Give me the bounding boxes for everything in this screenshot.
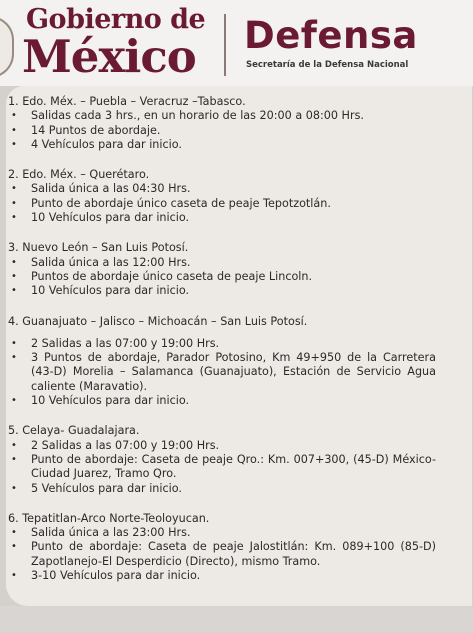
bullet-icon: • xyxy=(11,352,17,364)
route-section xyxy=(8,241,436,298)
route-detail-text: 10 Vehículos para dar inicio. xyxy=(31,394,190,408)
route-detail xyxy=(8,138,436,152)
bullet-icon: • xyxy=(11,270,17,282)
route-heading: 4. Guanajuato – Jalisco – Michoacán – San Luis Potosí. xyxy=(8,314,308,328)
route-detail xyxy=(8,284,436,298)
route-heading: 2. Edo. Méx. – Querétaro. xyxy=(8,168,150,182)
logo-divider xyxy=(224,14,226,76)
route-detail-text: 3 Puntos de abordaje, Parador Potosino, Km 49+950 de la Carretera (43-D) Morelia – Salamanca (Guanajuato), Estación de Servicio Agua caliente (Maravatio). xyxy=(31,351,436,393)
routes-list xyxy=(8,95,436,599)
route-detail xyxy=(8,482,436,496)
bullet-icon: • xyxy=(11,183,17,195)
route-detail-text: 2 Salidas a las 07:00 y 19:00 Hrs. xyxy=(31,336,220,350)
route-detail xyxy=(8,439,436,453)
route-heading: 5. Celaya- Guadalajara. xyxy=(8,424,140,438)
route-section xyxy=(8,95,436,152)
header xyxy=(0,0,473,86)
route-detail-text: Punto de abordaje: Caseta de peaje Qro.: Km. 007+300, (45-D) México- Ciudad Juarez, Tramo Qro. xyxy=(31,452,436,481)
route-detail xyxy=(8,124,436,138)
route-detail-text: Puntos de abordaje único caseta de peaje Lincoln. xyxy=(31,269,313,283)
route-detail xyxy=(8,569,436,583)
bullet-icon: • xyxy=(11,453,17,465)
route-detail xyxy=(8,526,436,540)
bullet-icon: • xyxy=(11,570,17,582)
defensa-logo-subtitle: Secretaría de la Defensa Nacional xyxy=(246,60,409,70)
route-detail xyxy=(8,197,436,211)
bullet-icon: • xyxy=(11,395,17,407)
bullet-icon: • xyxy=(11,527,17,539)
route-detail-text: Salida única a las 04:30 Hrs. xyxy=(31,182,191,196)
route-detail xyxy=(8,453,436,482)
route-heading: 6. Tepatitlan-Arco Norte-Teoloyucan. xyxy=(8,511,210,525)
route-heading: 3. Nuevo León – San Luis Potosí. xyxy=(8,241,189,255)
route-detail-text: Punto de abordaje único caseta de peaje Tepotzotlán. xyxy=(31,196,331,210)
bullet-icon: • xyxy=(11,439,17,451)
route-detail-text: 14 Puntos de abordaje. xyxy=(31,123,161,137)
route-detail xyxy=(8,256,436,270)
route-detail-text: Salidas cada 3 hrs., en un horario de las 20:00 a 08:00 Hrs. xyxy=(31,109,364,123)
route-detail-text: 5 Vehículos para dar inicio. xyxy=(31,481,182,495)
bullet-icon: • xyxy=(11,124,17,136)
route-detail xyxy=(8,351,436,394)
route-detail xyxy=(8,109,436,123)
route-detail xyxy=(8,211,436,225)
route-detail xyxy=(8,394,436,408)
route-detail-text: Punto de abordaje: Caseta de peaje Jalostitlán: Km. 089+100 (85-D) Zapotlanejo-El Desperdicio (Directo), mismo Tramo. xyxy=(31,540,436,568)
bullet-icon: • xyxy=(11,285,17,297)
route-detail-text: 10 Vehículos para dar inicio. xyxy=(31,211,190,225)
route-detail-text: Salida única a las 12:00 Hrs. xyxy=(31,255,191,269)
gobierno-logo-line1: Gobierno de xyxy=(26,4,206,35)
bullet-icon: • xyxy=(11,197,17,209)
defensa-logo-title: Defensa xyxy=(244,14,418,57)
route-detail xyxy=(8,337,436,351)
route-section xyxy=(8,315,436,409)
route-detail-text: 3-10 Vehículos para dar inicio. xyxy=(31,569,201,583)
route-section xyxy=(8,168,436,225)
route-detail-text: 4 Vehículos para dar inicio. xyxy=(31,137,182,151)
bullet-icon: • xyxy=(11,138,17,150)
route-detail xyxy=(8,182,436,196)
page-bottom-band xyxy=(0,606,473,633)
route-detail-text: Salida única a las 23:00 Hrs. xyxy=(31,526,191,540)
bullet-icon: • xyxy=(11,110,17,122)
route-heading: 1. Edo. Méx. – Puebla – Veracruz –Tabasco. xyxy=(8,95,246,108)
route-section xyxy=(8,424,436,495)
bullet-icon: • xyxy=(11,337,17,349)
national-seal-icon xyxy=(0,16,14,78)
bullet-icon: • xyxy=(11,212,17,224)
route-detail-text: 2 Salidas a las 07:00 y 19:00 Hrs. xyxy=(31,438,220,452)
route-detail xyxy=(8,540,436,569)
bullet-icon: • xyxy=(11,482,17,494)
route-detail xyxy=(8,270,436,284)
route-detail-text: 10 Vehículos para dar inicio. xyxy=(31,284,190,298)
gobierno-logo-line2: México xyxy=(22,30,196,83)
bullet-icon: • xyxy=(11,256,17,268)
bullet-icon: • xyxy=(11,541,17,553)
route-section xyxy=(8,512,436,583)
